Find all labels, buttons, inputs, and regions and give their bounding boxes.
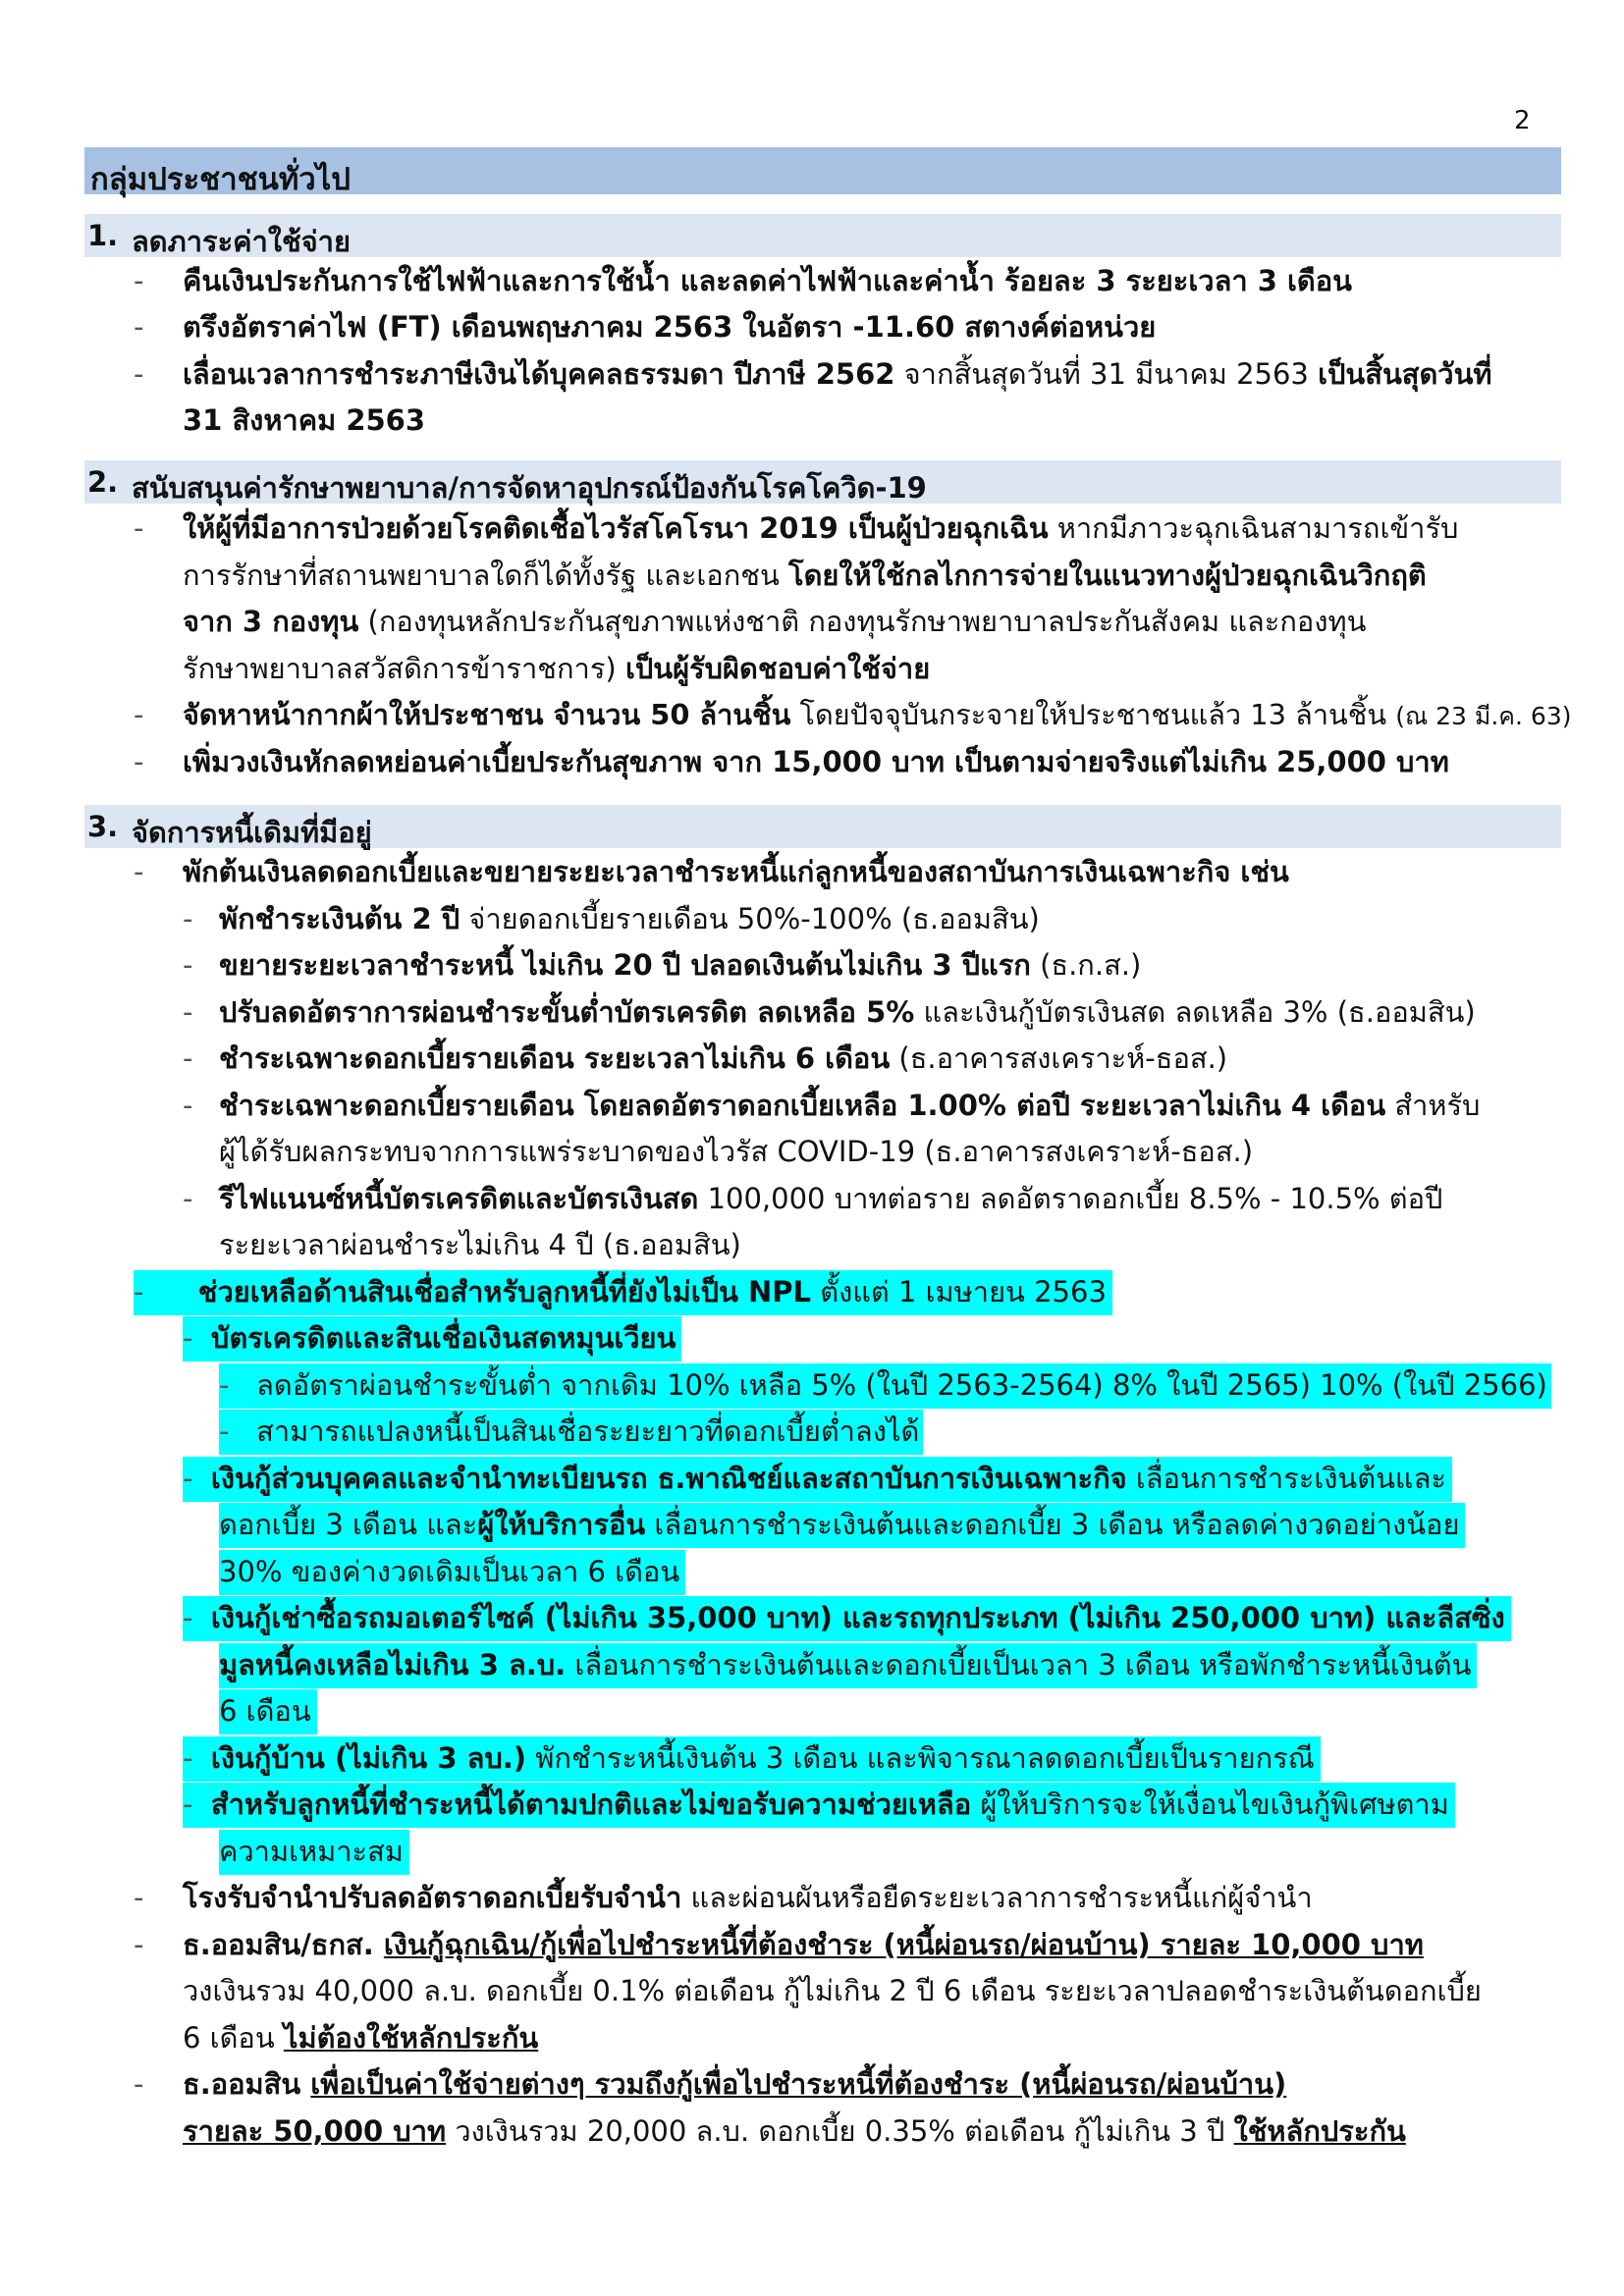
bullet-dash: - [134,511,144,545]
list-item: คืนเงินประกันการใช้ไฟฟ้าและการใช้น้ำ และลดค่าไฟฟ้าและค่าน้ำ ร้อยละ 3 ระยะเวลา 3 เดือน [183,264,1352,297]
highlighted-item [134,1270,1112,1315]
list-item [183,1876,1313,1921]
text-bold-underline: รายละ 50,000 บาท [183,2114,447,2148]
sub-item-cont: ระยะเวลาผ่อนชำระไม่เกิน 4 ปี (ธ.ออมสิน) [219,1228,741,1261]
text-bold-underline: ใช้หลักประกัน [1233,2114,1406,2148]
text-bold: ชำระเฉพาะดอกเบี้ยรายเดือน โดยลดอัตราดอกเบี้ยเหลือ 1.00% ต่อปี ระยะเวลาไม่เกิน 4 เดือน [219,1089,1386,1122]
list-item: เพิ่มวงเงินหักลดหย่อนค่าเบี้ยประกันสุขภาพ จาก 15,000 บาท เป็นตามจ่ายจริงแต่ไม่เกิน 25,000 บาท [183,745,1449,778]
text: สำหรับ [1385,1089,1481,1122]
group-title: กลุ่มประชาชนทั่วไป [90,162,351,197]
text-bold: โดยให้ใช้กลไกการจ่ายในแนวทางผู้ป่วยฉุกเฉินวิกฤติ [788,559,1427,592]
bullet-dash: - [134,1881,144,1914]
bullet-dash: - [183,1788,211,1821]
sub-item [219,1037,1227,1082]
page-number: 2 [1514,106,1531,135]
bullet-dash: - [219,1415,257,1448]
text-bold: พักชำระเงินต้น 2 ปี [219,902,460,935]
list-item-cont [183,2016,538,2061]
sub-item [219,943,1141,988]
text: ตั้งแต่ 1 เมษายน 2563 [811,1275,1107,1308]
text-bold: เงินกู้บ้าน (ไม่เกิน 3 ลบ.) [210,1741,527,1775]
bullet-dash: - [219,1368,257,1402]
section-title: สนับสนุนค่ารักษาพยาบาล/การจัดหาอุปกรณ์ป้องกันโรคโควิด-19 [132,471,927,505]
text: ผู้ให้บริการจะให้เงื่อนไขเงินกู้พิเศษตาม [971,1788,1449,1821]
text-bold: โรงรับจำนำปรับลดอัตราดอกเบี้ยรับจำนำ [183,1881,682,1914]
section-1-header [84,214,1561,257]
sub-item [219,897,1040,942]
bullet-dash: - [134,1275,198,1308]
text: จ่ายดอกเบี้ยรายเดือน 50%-100% (ธ.ออมสิน) [460,902,1040,935]
text: รักษาพยาบาลสวัสดิการข้าราชการ) [183,652,625,685]
text-bold: ชำระเฉพาะดอกเบี้ยรายเดือน ระยะเวลาไม่เกิน 6 เดือน [219,1041,891,1075]
highlighted-sub-sub-item [219,1363,1551,1409]
text-bold-underline: เพื่อเป็นค่าใช้จ่ายต่างๆ รวมถึงกู้เพื่อไปชำระหนี้ที่ต้องชำระ (หนี้ผ่อนรถ/ผ่อนบ้าน) [310,2067,1287,2101]
highlighted-sub-item [183,1736,1321,1782]
list-item-cont: วงเงินรวม 40,000 ล.บ. ดอกเบี้ย 0.1% ต่อเดือน กู้ไม่เกิน 2 ปี 6 เดือน ระยะเวลาปลอดชำระเงินต้นดอกเบี้ย [183,1974,1482,2007]
text: เลื่อนการชำระเงินต้นและดอกเบี้ย 3 เดือน หรือลดค่างวดอย่างน้อย [645,1508,1460,1541]
highlighted-sub-item-cont: 6 เดือน [219,1689,317,1735]
text: พักชำระหนี้เงินต้น 3 เดือน และพิจารณาลดดอกเบี้ยเป็นรายกรณี [526,1741,1315,1775]
text: และเงินกู้บัตรเงินสด ลดเหลือ 3% (ธ.ออมสิน) [914,995,1476,1029]
section-number: 1. [87,219,119,252]
text-bold: ธ.ออมสิน [183,2067,311,2101]
text-bold: เลื่อนเวลาการชำระภาษีเงินได้บุคคลธรรมดา ปีภาษี 2562 [183,357,895,391]
text-bold: ขยายระยะเวลาชำระหนี้ ไม่เกิน 20 ปี ปลอดเงินต้นไม่เกิน 3 ปีแรก [219,948,1031,982]
bullet-dash: - [134,855,144,888]
list-item-cont [183,2109,1406,2155]
text: โดยปัจจุบันกระจายให้ประชาชนแล้ว 13 ล้านชิ้น [790,698,1396,731]
bullet-dash: - [183,1089,193,1122]
list-item [183,693,1571,738]
text: วงเงินรวม 20,000 ล.บ. ดอกเบี้ย 0.35% ต่อเดือน กู้ไม่เกิน 3 ปี [446,2114,1234,2148]
highlighted-sub-sub-item [219,1410,923,1455]
text-bold: สำหรับลูกหนี้ที่ชำระหนี้ได้ตามปกติและไม่ขอรับความช่วยเหลือ [210,1788,972,1821]
text: ดอกเบี้ย 3 เดือน และ [219,1508,478,1541]
section-number: 2. [87,465,119,499]
bullet-dash: - [183,1182,193,1215]
bullet-dash: - [183,902,193,935]
text: 6 เดือน [183,2021,284,2055]
text-bold-underline: ไม่ต้องใช้หลักประกัน [283,2021,539,2055]
bullet-dash: - [183,1601,211,1634]
text: และผ่อนผันหรือยืดระยะเวลาการชำระหนี้แก่ผู้จำนำ [681,1881,1313,1914]
text: (กองทุนหลักประกันสุขภาพแห่งชาติ กองทุนรักษาพยาบาลประกันสังคม และกองทุน [358,605,1367,638]
highlighted-sub-item [183,1457,1452,1502]
text-bold: ปรับลดอัตราการผ่อนชำระขั้นต่ำบัตรเครดิต ลดเหลือ 5% [219,995,915,1029]
text-bold: ผู้ให้บริการอื่น [477,1508,646,1541]
list-item [183,2062,1286,2108]
list-item [183,352,1492,398]
text-bold: รีไฟแนนซ์หนี้บัตรเครดิตและบัตรเงินสด [219,1182,699,1215]
section-2-header [84,460,1561,504]
text: (ธ.อาคารสงเคราะห์-ธอส.) [890,1041,1228,1075]
bullet-dash: - [183,1321,211,1355]
text: 100,000 บาทต่อราย ลดอัตราดอกเบี้ย 8.5% - 10.5% ต่อปี [698,1182,1443,1215]
text-bold: เป็นผู้รับผิดชอบค่าใช้จ่าย [624,652,931,685]
text-bold: เงินกู้เช่าซื้อรถมอเตอร์ไซค์ (ไม่เกิน 35,000 บาท) และรถทุกประเภท (ไม่เกิน 250,000 บาท) และลีสซิ่ง [210,1601,1505,1634]
bullet-dash: - [183,1741,211,1775]
bullet-dash: - [134,264,144,297]
bullet-dash: - [134,357,144,391]
highlighted-sub-item [183,1783,1455,1828]
list-item-cont [183,554,1427,599]
highlighted-sub-item-cont [219,1643,1477,1688]
list-item: พักต้นเงินลดดอกเบี้ยและขยายระยะเวลาชำระหนี้แก่ลูกหนี้ของสถาบันการเงินเฉพาะกิจ เช่น [183,855,1289,888]
bullet-dash: - [134,1928,144,1961]
sub-item-cont: ผู้ได้รับผลกระทบจากการแพร่ระบาดของไวรัส COVID-19 (ธ.อาคารสงเคราะห์-ธอส.) [219,1135,1254,1168]
bullet-dash: - [134,698,144,731]
sub-item [219,1084,1480,1129]
text: หากมีภาวะฉุกเฉินสามารถเข้ารับ [1048,511,1459,545]
text: ลดอัตราผ่อนชำระขั้นต่ำ จากเดิม 10% เหลือ 5% (ในปี 2563-2564) 8% ในปี 2565) 10% (ในปี 2566) [256,1368,1547,1402]
text-bold: เป็นสิ้นสุดวันที่ [1318,357,1492,391]
bullet-dash: - [183,995,193,1029]
text: เลื่อนการชำระเงินต้นและ [1126,1462,1446,1495]
bullet-dash: - [183,1041,193,1075]
section-title: จัดการหนี้เดิมที่มีอยู่ [132,816,372,849]
list-item-cont: 31 สิงหาคม 2563 [183,403,426,437]
highlighted-sub-item [183,1316,681,1362]
text-bold: จาก 3 กองทุน [183,605,359,638]
text-bold: มูลหนี้คงเหลือไม่เกิน 3 ล.บ. [219,1648,567,1682]
text: สามารถแปลงหนี้เป็นสินเชื่อระยะยาวที่ดอกเบี้ยต่ำลงได้ [256,1415,920,1448]
text: การรักษาที่สถานพยาบาลใดก็ได้ทั้งรัฐ และเอกชน [183,559,788,592]
list-item [183,1923,1424,1968]
text-bold: จัดหาหน้ากากผ้าให้ประชาชน จำนวน 50 ล้านชิ้น [183,698,791,731]
text: จากสิ้นสุดวันที่ 31 มีนาคม 2563 [894,357,1319,391]
list-item-cont [183,647,930,692]
highlighted-sub-item-cont [219,1503,1465,1548]
sub-item [219,990,1476,1036]
list-item-cont [183,600,1366,645]
list-item [183,507,1458,552]
text-bold: ธ.ออมสิน/ธกส. [183,1928,384,1961]
text-bold: ให้ผู้ที่มีอาการป่วยด้วยโรคติดเชื้อไวรัสโคโรนา 2019 เป็นผู้ป่วยฉุกเฉิน [183,511,1049,545]
text: เลื่อนการชำระเงินต้นและดอกเบี้ยเป็นเวลา 3 เดือน หรือพักชำระหนี้เงินต้น [566,1648,1472,1682]
sub-item [219,1177,1442,1222]
text-bold: ช่วยเหลือด้านสินเชื่อสำหรับลูกหนี้ที่ยังไม่เป็น NPL [197,1275,812,1308]
list-item: ตรึงอัตราค่าไฟ (FT) เดือนพฤษภาคม 2563 ในอัตรา -11.60 สตางค์ต่อหน่วย [183,310,1157,344]
group-header [84,147,1561,197]
section-number: 3. [87,810,119,843]
bullet-dash: - [183,1462,211,1495]
bullet-dash: - [134,2067,144,2101]
text-bold: บัตรเครดิตและสินเชื่อเงินสดหมุนเวียน [210,1321,677,1355]
text-bold: เงินกู้ส่วนบุคคลและจำนำทะเบียนรถ ธ.พาณิชย์และสถาบันการเงินเฉพาะกิจ [210,1462,1127,1495]
text: (ธ.ก.ส.) [1030,948,1142,982]
highlighted-sub-item [183,1596,1511,1641]
section-title: ลดภาระค่าใช้จ่าย [132,225,351,258]
bullet-dash: - [134,310,144,344]
section-3-header [84,805,1561,848]
text-bold-underline: เงินกู้ฉุกเฉิน/กู้เพื่อไปชำระหนี้ที่ต้องชำระ (หนี้ผ่อนรถ/ผ่อนบ้าน) รายละ 10,000 บาท [383,1928,1424,1961]
highlighted-sub-item-cont: 30% ของค่างวดเดิมเป็นเวลา 6 เดือน [219,1550,685,1595]
bullet-dash: - [183,948,193,982]
text-small: (ณ 23 มี.ค. 63) [1395,702,1572,730]
bullet-dash: - [134,745,144,778]
highlighted-sub-item-cont: ความเหมาะสม [219,1830,409,1875]
